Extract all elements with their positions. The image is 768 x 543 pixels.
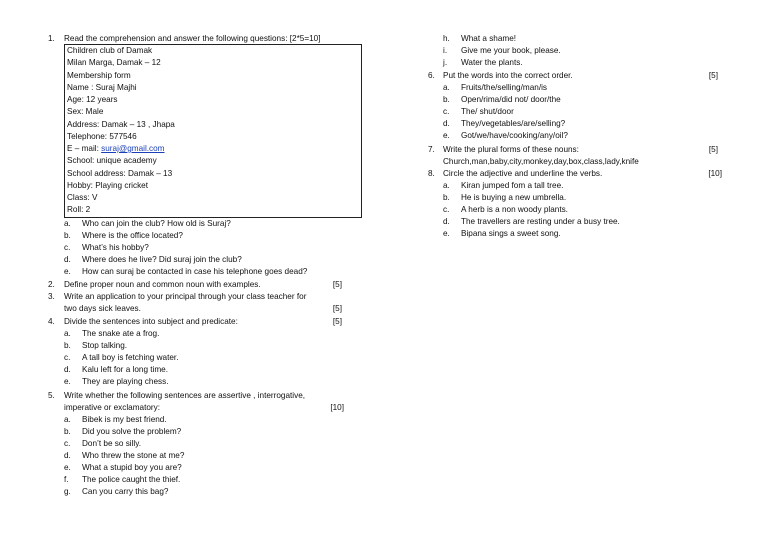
list-item: d. Who threw the stone at me? [64,451,185,460]
list-item: j. Water the plants. [443,58,523,67]
q6-marks: [5] [708,71,718,80]
q1-text: Read the comprehension and answer the following questions: [2*5=10] [64,34,321,43]
q4: 4. Divide the sentences into subject and predicate: [5] a. The snake ate a frog. b. Stop talking. c. A tall boy is fetching water. d. Kalu left for a long time. e. They are playing chess. [48,317,342,386]
list-item: g. Can you carry this bag? [64,487,169,496]
form-line: Telephone: 577546 [67,131,137,141]
q3: 3. Write an application to your principal through your class teacher for two days sick leaves. [5] [48,292,342,313]
form-email-line [67,143,361,155]
q6: 6. Put the words into the correct order. [5] a. Fruits/the/selling/man/is b. Open/rima/did not/ door/the c. The/ shut/door d. They/vegetables/are/selling? e. Got/we/have/cooking/any/oil? [428,71,718,140]
q2-marks: [5] [332,280,342,289]
q5-continued [443,33,723,69]
list-item: c. What’s his hobby? [64,243,149,252]
list-item: c. A tall boy is fetching water. [64,353,179,362]
q7-marks: [5] [708,145,718,154]
q1-number: 1. [48,34,55,43]
form-line: Name : Suraj Majhi [67,82,137,92]
list-item: e. They are playing chess. [64,377,169,386]
q7-words: Church,man,baby,city,monkey,day,box,class,lady,knife [443,157,639,166]
form-line: Age: 12 years [67,95,118,104]
email-label: E – mail: [67,144,102,153]
list-item: e. Bipana sings a sweet song. [443,229,561,238]
list-item: d. The travellers are resting under a busy tree. [443,217,620,226]
list-item: i. Give me your book, please. [443,46,561,55]
form-line: School: unique academy [67,156,157,166]
q8-marks: [10] [708,169,722,178]
list-item: c. Don’t be so silly. [64,439,142,448]
list-item: b. Where is the office located? [64,231,183,240]
list-item: b. Stop talking. [64,341,128,350]
q8: 8. Circle the adjective and underline the verbs. [10] a. Kiran jumped fom a tall tree. b. He is buying a new umbrella. c. A herb is a non woody plants. d. The travellers are resting under a busy tree. e. Bipana sings a sweet song. [428,169,722,238]
q5-marks: [10] [330,403,344,412]
q3-marks: [5] [332,304,342,313]
list-item: a. Bibek is my best friend. [64,415,167,424]
q1-sub-list [64,218,364,278]
membership-form-box [64,44,362,218]
list-item: b. He is buying a new umbrella. [443,193,567,202]
form-line: Membership form [67,70,131,80]
form-line: Children club of Damak [67,46,153,55]
form-line: Hobby: Playing cricket [67,180,148,190]
q5: 5. Write whether the following sentences are assertive , interrogative, imperative or exclamatory: [10] a. Bibek is my best friend. b. Did you solve the problem? c. Don’t be so silly. d. Who threw the stone at me? e. What a stupid boy you are? f. The police caught the thief. g. Can you carry this bag? [48,391,344,496]
list-item: c. The/ shut/door [443,107,514,116]
q4-marks: [5] [332,317,342,326]
list-item: d. Kalu left for a long time. [64,365,169,374]
list-item: c. A herb is a non woody plants. [443,205,568,214]
list-item: a. Who can join the club? How old is Suraj? [64,219,231,228]
form-line: Milan Marga, Damak – 12 [67,58,161,68]
list-item: f. The police caught the thief. [64,475,181,484]
form-line: School address: Damak – 13 [67,168,173,178]
email-link[interactable]: suraj@gmail.com [101,144,165,153]
list-item: a. Fruits/the/selling/man/is [443,83,548,92]
q2: 2. Define proper noun and common noun with examples. [5] [48,280,342,289]
list-item: h. What a shame! [443,34,517,43]
list-item: e. What a stupid boy you are? [64,463,182,472]
list-item: d. Where does he live? Did suraj join the club? [64,255,242,264]
list-item: e. Got/we/have/cooking/any/oil? [443,131,568,140]
list-item: b. Open/rima/did not/ door/the [443,95,561,104]
form-line: Class: V [67,193,98,202]
list-item: d. They/vegetables/are/selling? [443,119,566,128]
list-item: e. How can suraj be contacted in case his telephone goes dead? [64,267,308,276]
form-line: Address: Damak – 13 , Jhapa [67,119,175,129]
form-line: Sex: Male [67,107,104,117]
list-item: a. Kiran jumped fom a tall tree. [443,181,564,190]
q7: 7. Write the plural forms of these nouns: [5] Church,man,baby,city,monkey,day,box,class,lady,knife [428,145,718,166]
list-item: b. Did you solve the problem? [64,427,182,436]
list-item: a. The snake ate a frog. [64,329,160,338]
form-line: Roll: 2 [67,205,91,215]
